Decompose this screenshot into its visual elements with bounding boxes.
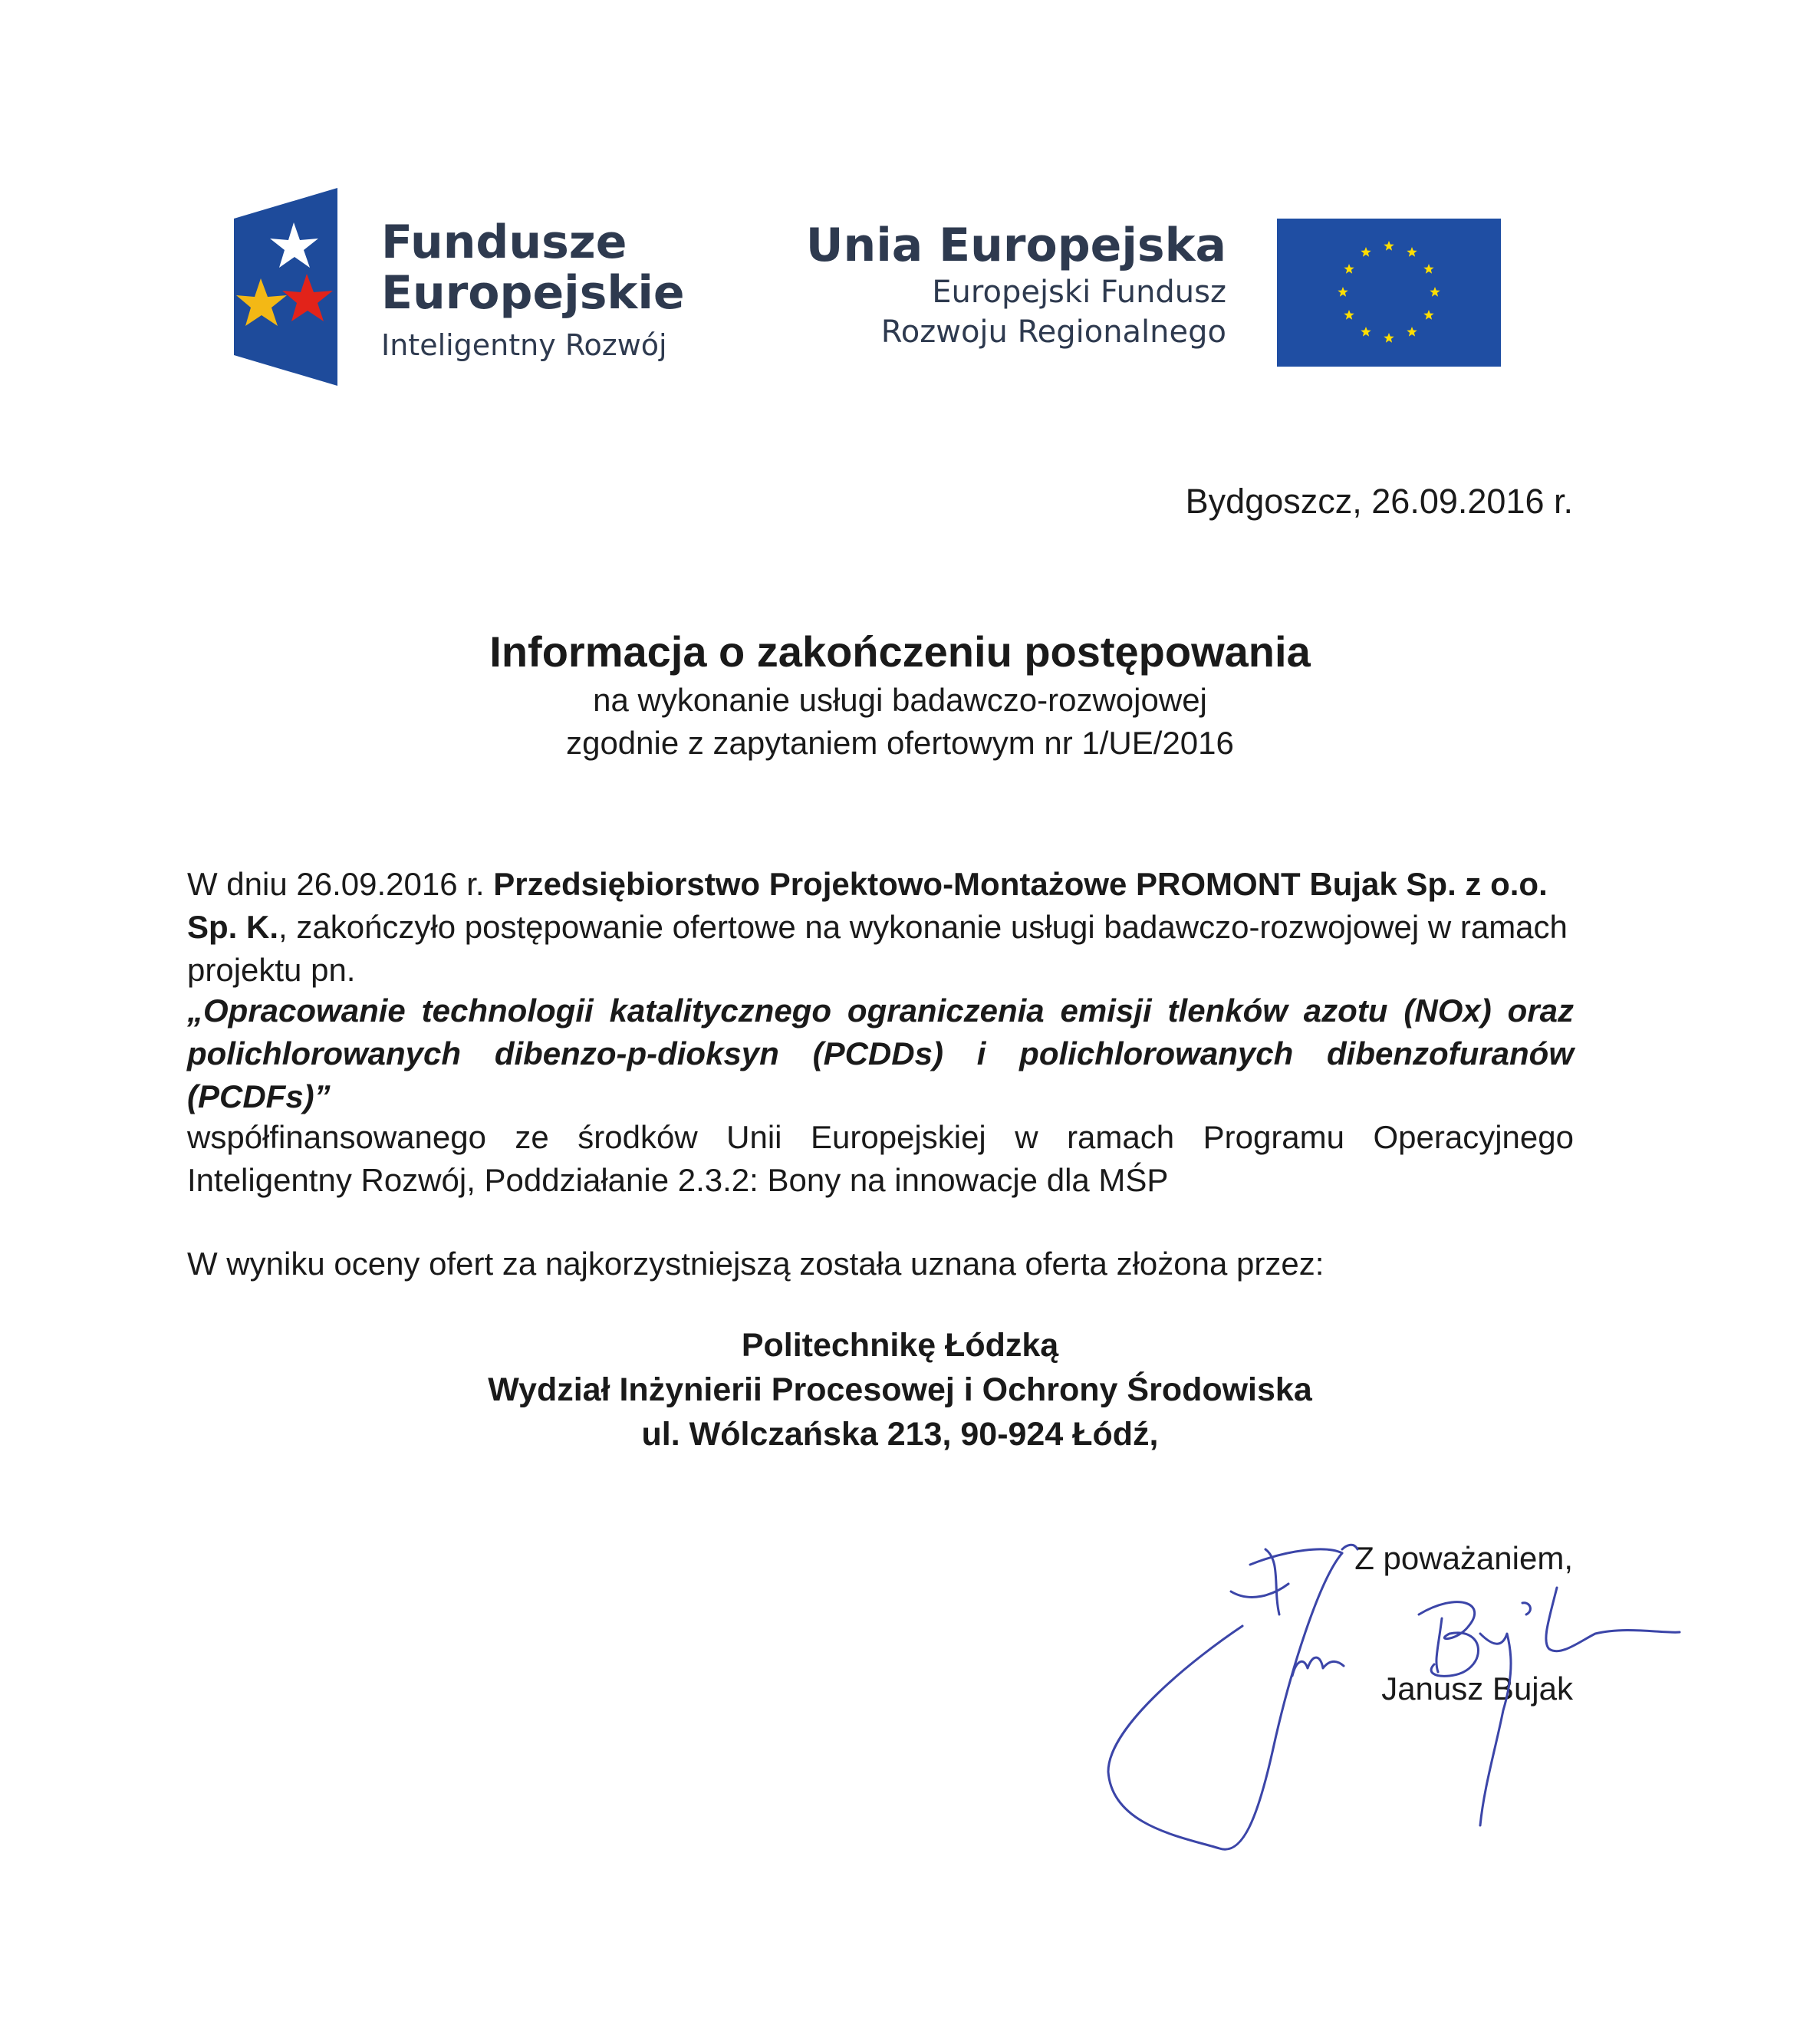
ue-logo-sub1: Europejski Fundusz — [932, 275, 1226, 310]
winner-address: ul. Wólczańska 213, 90-924 Łódź, — [641, 1416, 1159, 1453]
project-name: „Opracowanie technologii katalitycznego ograniczenia emisji tlenków azotu (NOx) oraz polichlorowanych dibenzo-p-dioksyn (PCDDs) i polichlorowanych dibenzofuranów (PCDFs)” — [187, 992, 1574, 1114]
winner-name: Politechnikę Łódzką — [741, 1327, 1059, 1364]
document-heading — [0, 625, 1800, 765]
fundusze-europejskie-text — [381, 217, 685, 364]
ue-logo-sub2: Rozwoju Regionalnego — [880, 314, 1226, 350]
paragraph-funding: współfinansowanego ze środków Unii Europejskiej w ramach Programu Operacyjnego Inteligentny Rozwój, Poddziałanie 2.3.2: Bony na innowacje dla MŚP — [187, 1119, 1574, 1198]
p1-prefix: W dniu 26.09.2016 r. — [187, 866, 494, 902]
fe-logo-line1: Fundusze — [381, 216, 627, 269]
closing-regards: Z poważaniem, — [1354, 1540, 1573, 1576]
winner-department: Wydział Inżynierii Procesowej i Ochrony Środowiska — [488, 1371, 1312, 1408]
winner-block — [0, 1323, 1800, 1456]
paragraph-announcement — [187, 863, 1574, 992]
p1-suffix: , zakończyło postępowanie ofertowe na wykonanie usługi badawczo-rozwojowej w ramach projektu pn. — [187, 909, 1568, 988]
fe-logo-line2: Europejskie — [381, 266, 685, 320]
fundusze-europejskie-logo — [234, 188, 337, 386]
company-name: Przedsiębiorstwo Projektowo-Montażowe PROMONT Bujak Sp. z o.o. Sp. K. — [187, 866, 1548, 945]
handwritten-signature — [1089, 1519, 1703, 1887]
document-date: Bydgoszcz, 26.09.2016 r. — [1185, 482, 1573, 521]
ue-logo-title: Unia Europejska — [805, 219, 1226, 272]
document-subtitle-1: na wykonanie usługi badawczo-rozwojowej — [593, 682, 1207, 718]
fe-logo-line3: Inteligentny Rozwój — [381, 328, 667, 362]
paragraph-result: W wyniku oceny ofert za najkorzystniejszą została uznana oferta złożona przez: — [187, 1246, 1324, 1282]
eu-flag-icon — [1277, 219, 1501, 367]
signer-name: Janusz Bujak — [1381, 1670, 1573, 1707]
unia-europejska-text — [806, 219, 1226, 352]
document-title: Informacja o zakończeniu postępowania — [489, 627, 1311, 676]
document-subtitle-2: zgodnie z zapytaniem ofertowym nr 1/UE/2016 — [566, 725, 1234, 761]
